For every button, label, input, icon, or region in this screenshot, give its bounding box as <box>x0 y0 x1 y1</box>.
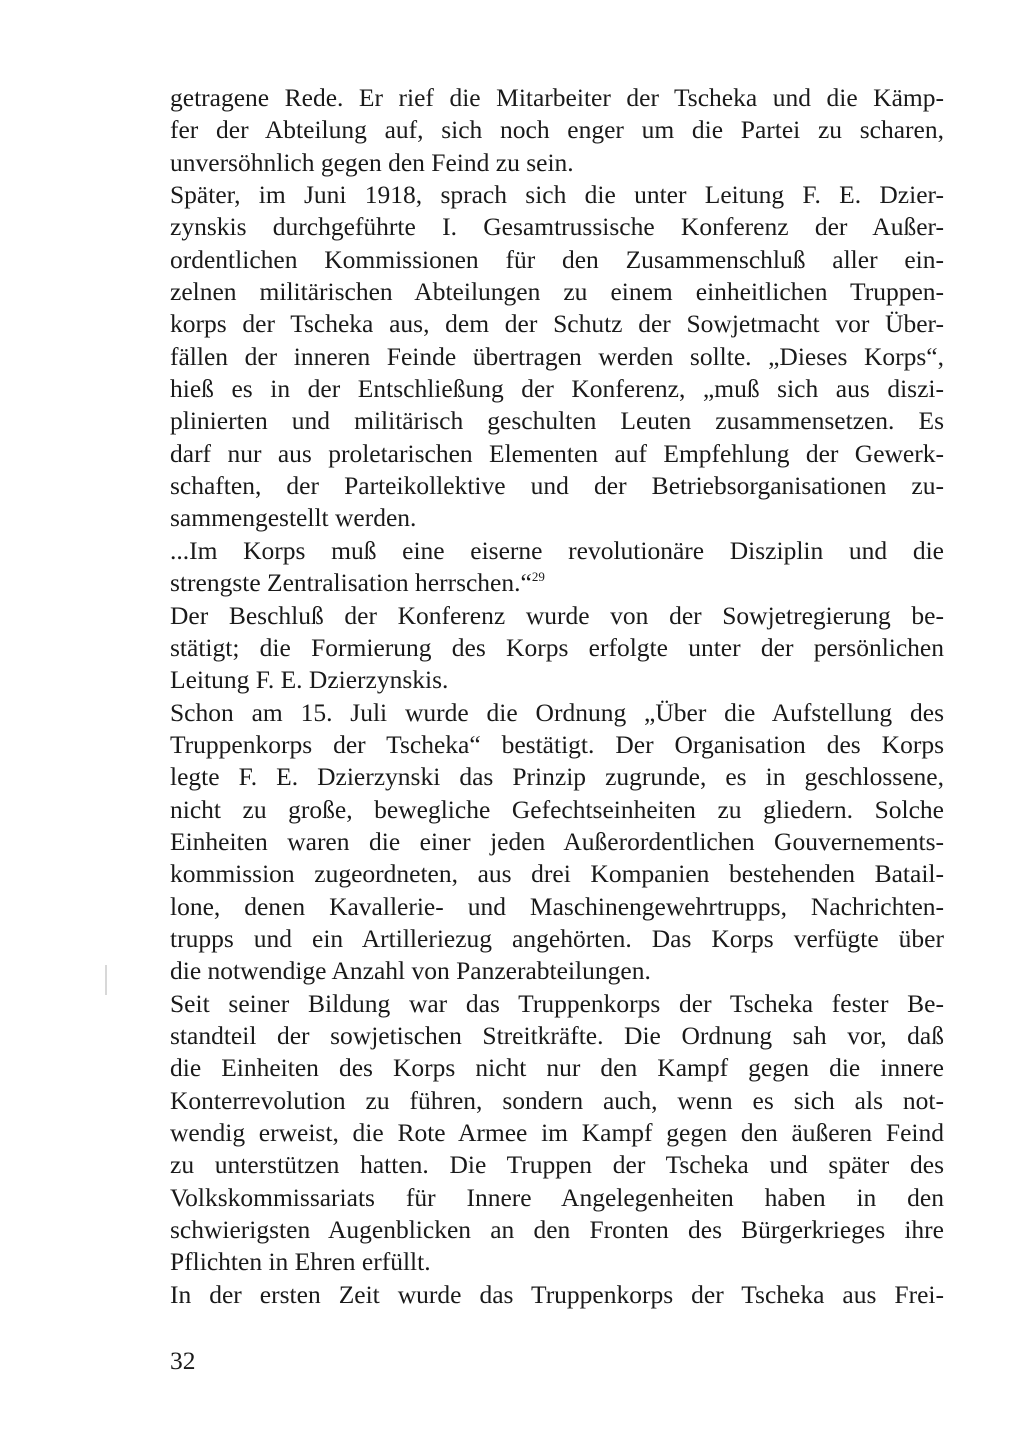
text-line <box>170 211 944 243</box>
text-line <box>170 923 944 955</box>
text-line-content: ...Im Korps muß eine eiserne revolutionäre Disziplin und die <box>170 535 944 565</box>
text-line <box>170 1182 944 1214</box>
text-line-content: strengste Zentralisation herrschen.“ <box>170 568 532 598</box>
text-line <box>170 858 944 890</box>
text-line <box>170 664 944 696</box>
text-line-content: trupps und ein Artilleriezug angehörten. Das Korps verfügte über <box>170 923 944 953</box>
text-line <box>170 1020 944 1052</box>
text-line <box>170 1246 944 1278</box>
text-line <box>170 729 944 761</box>
text-line-content: Seit seiner Bildung war das Truppenkorps der Tscheka fester Be- <box>170 988 944 1018</box>
text-line-content: lone, denen Kavallerie- und Maschinengewehrtrupps, Nachrichten- <box>170 891 944 921</box>
text-line <box>170 308 944 340</box>
text-line <box>170 1279 944 1311</box>
text-line-content: schaften, der Parteikollektive und der Betriebsorganisationen zu- <box>170 471 944 501</box>
text-line <box>170 567 944 599</box>
text-line-content: schwierigsten Augenblicken an den Fronten des Bürgerkrieges ihre <box>170 1215 944 1245</box>
text-line-content: legte F. E. Dzierzynski das Prinzip zugrunde, es in geschlossene, <box>170 762 944 792</box>
text-line-content: darf nur aus proletarischen Elementen auf Empfehlung der Gewerk- <box>170 438 944 468</box>
text-line-content: zynskis durchgeführte I. Gesamtrussische Konferenz der Außer- <box>170 212 944 242</box>
text-line <box>170 147 944 179</box>
body-text <box>170 82 944 1311</box>
text-line-content: In der ersten Zeit wurde das Truppenkorps der Tscheka aus Frei- <box>170 1279 944 1309</box>
text-line <box>170 1085 944 1117</box>
text-line-content: Volkskommissariats für Innere Angelegenheiten haben in den <box>170 1182 944 1212</box>
text-line-content: standteil der sowjetischen Streitkräfte. Die Ordnung sah vor, daß <box>170 1020 944 1050</box>
text-line-content: ordentlichen Kommissionen für den Zusammenschluß aller ein- <box>170 244 944 274</box>
text-line <box>170 632 944 664</box>
text-line <box>170 276 944 308</box>
text-line-content: getragene Rede. Er rief die Mitarbeiter der Tscheka und die Kämp- <box>170 83 944 112</box>
text-line-content: Schon am 15. Juli wurde die Ordnung „Über die Aufstellung des <box>170 697 944 727</box>
text-line <box>170 955 944 987</box>
footnote-reference: 29 <box>531 569 545 585</box>
text-line-content: stätigt; die Formierung des Korps erfolgte unter der persönlichen <box>170 632 944 662</box>
text-line <box>170 794 944 826</box>
text-line-content: kommission zugeordneten, aus drei Kompanien bestehenden Batail- <box>170 859 944 889</box>
text-line <box>170 114 944 146</box>
text-line-content: zu unterstützen hatten. Die Truppen der Tscheka und später des <box>170 1150 944 1180</box>
text-line-content: Später, im Juni 1918, sprach sich die unter Leitung F. E. Dzier- <box>170 180 944 210</box>
text-line-content: Der Beschluß der Konferenz wurde von der Sowjetregierung be- <box>170 600 944 630</box>
text-line-content: sammengestellt werden. <box>170 503 417 533</box>
text-line <box>170 1149 944 1181</box>
text-line-content: Leitung F. E. Dzierzynskis. <box>170 665 449 695</box>
text-line <box>170 470 944 502</box>
text-line <box>170 341 944 373</box>
text-line <box>170 244 944 276</box>
text-line-content: fällen der inneren Feinde übertragen werden sollte. „Dieses Korps“, <box>170 341 944 371</box>
text-line <box>170 179 944 211</box>
text-line-content: korps der Tscheka aus, dem der Schutz der Sowjetmacht vor Über- <box>170 309 944 339</box>
text-line-content: Pflichten in Ehren erfüllt. <box>170 1247 431 1277</box>
text-line-content: nicht zu große, bewegliche Gefechtseinheiten zu gliedern. Solche <box>170 794 944 824</box>
text-line-content: wendig erweist, die Rote Armee im Kampf gegen den äußeren Feind <box>170 1118 944 1147</box>
text-line <box>170 826 944 858</box>
text-line <box>170 1214 944 1246</box>
text-line <box>170 438 944 470</box>
text-line <box>170 373 944 405</box>
text-line-content: Konterrevolution zu führen, sondern auch, wenn es sich als not- <box>170 1085 944 1115</box>
text-line-content: die Einheiten des Korps nicht nur den Kampf gegen die innere <box>170 1053 944 1083</box>
text-line <box>170 535 944 567</box>
text-line-content: unversöhnlich gegen den Feind zu sein. <box>170 147 574 177</box>
text-line-content: plinierten und militärisch geschulten Leuten zusammensetzen. Es <box>170 406 944 436</box>
text-line <box>170 988 944 1020</box>
text-line <box>170 600 944 632</box>
text-line <box>170 891 944 923</box>
text-line-content: hieß es in der Entschließung der Konferenz, „muß sich aus diszi- <box>170 374 944 404</box>
text-line <box>170 1117 944 1149</box>
text-line-content: die notwendige Anzahl von Panzerabteilungen. <box>170 956 651 986</box>
page-number: 32 <box>170 1346 196 1375</box>
text-line <box>170 1052 944 1084</box>
text-line <box>170 697 944 729</box>
text-line <box>170 761 944 793</box>
text-line-content: Truppenkorps der Tscheka“ bestätigt. Der Organisation des Korps <box>170 729 944 759</box>
text-line-content: zelnen militärischen Abteilungen zu einem einheitlichen Truppen- <box>170 277 944 307</box>
text-line-content: fer der Abteilung auf, sich noch enger um die Partei zu scharen, <box>170 115 944 145</box>
text-line <box>170 502 944 534</box>
scan-artifact <box>105 965 107 995</box>
text-line <box>170 405 944 437</box>
text-line <box>170 82 944 114</box>
text-line-content: Einheiten waren die einer jeden Außerordentlichen Gouvernements- <box>170 826 944 856</box>
